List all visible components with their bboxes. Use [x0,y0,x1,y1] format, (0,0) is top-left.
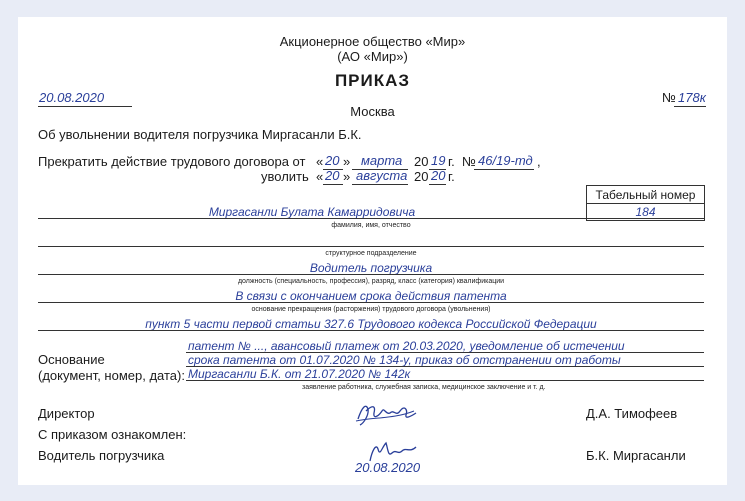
employee-signature-label: Водитель погрузчика [38,448,165,463]
reason-text: В связи с окончанием срока действия патента [235,289,507,303]
basis-line-1: патент № ..., авансовый платеж от 20.03.2020, уведомление об истечении [188,339,625,353]
dismiss-year-suffix: 20 [431,168,446,183]
order-date: 20.08.2020 [39,90,105,105]
contract-label: Прекратить действие трудового договора от [38,154,306,169]
tab-number-value: 184 [635,205,656,219]
tab-number-table [586,185,705,221]
employee-signature-date: 20.08.2020 [355,460,421,475]
order-subject: Об увольнении водителя погрузчика Миргасанли Б.К. [38,127,362,142]
employee-name-caption: фамилия, имя, отчество [331,222,411,229]
order-number-prefix: № [662,90,676,105]
employee-name: Миргасанли Булата Камарридовича [208,205,416,219]
acquainted-label: С приказом ознакомлен: [38,427,187,442]
dismiss-day: 20 [325,168,340,183]
contract-number: 46/19-тд [478,153,533,168]
contract-quote-open: « [316,154,324,169]
contract-year-prefix: 20 [414,154,429,169]
basis-line-3: Миргасанли Б.К. от 21.07.2020 № 142к [188,367,411,381]
document-title: ПРИКАЗ [334,71,411,90]
director-signature [354,397,420,429]
basis-line-2: срока патента от 01.07.2020 № 134-у, приказ об отстранении от работы [188,353,621,367]
department-caption: структурное подразделение [325,250,417,257]
dismiss-quote-open: « [316,169,324,184]
org-name-short: (АО «Мир») [337,49,408,64]
position-value: Водитель погрузчика [309,261,433,275]
tab-number-header: Табельный номер [595,188,696,202]
dismiss-month-line [352,184,408,185]
contract-month: марта [361,153,403,168]
contract-year-suffix: 19 [431,153,446,168]
dismiss-year-unit: г. [448,169,455,184]
dismiss-label: уволить [261,169,309,184]
director-name: Д.А. Тимофеев [586,406,678,421]
dismiss-year-line [429,184,446,185]
basis-label-1: Основание [38,352,105,367]
basis-underline-3 [186,380,704,381]
contract-year-unit: г. [448,154,455,169]
employee-name-signature: Б.К. Миргасанли [586,448,686,463]
reason-line [38,302,704,303]
order-document [18,17,727,485]
contract-day: 20 [325,153,340,168]
dismiss-year-prefix: 20 [414,169,429,184]
employee-name-line [38,218,704,219]
reason-law-line [38,330,704,331]
reason-law: пункт 5 части первой статьи 327.6 Трудового кодекса Российской Федерации [145,317,597,331]
tab-number-divider [587,203,704,204]
dismiss-day-line [323,184,343,185]
basis-caption: заявление работника, служебная записка, медицинское заключение и т. д. [302,384,546,391]
dismiss-month: августа [356,168,408,183]
position-line [38,274,704,275]
org-name-full: Акционерное общество «Мир» [279,34,466,49]
contract-quote-close: » [343,154,351,169]
dismiss-quote-close: » [343,169,351,184]
city: Москва [350,104,395,119]
position-caption: должность (специальность, профессия), разряд, класс (категория) квалификации [237,278,505,285]
contract-number-prefix: № [462,154,476,169]
basis-label-2: (документ, номер, дата): [38,368,185,383]
department-line [38,246,704,247]
reason-caption: основание прекращения (расторжения) трудового договора (увольнения) [251,306,491,313]
contract-comma: , [537,154,541,169]
order-number: 178к [678,90,706,105]
director-label: Директор [38,406,95,421]
contract-number-line [474,169,534,170]
